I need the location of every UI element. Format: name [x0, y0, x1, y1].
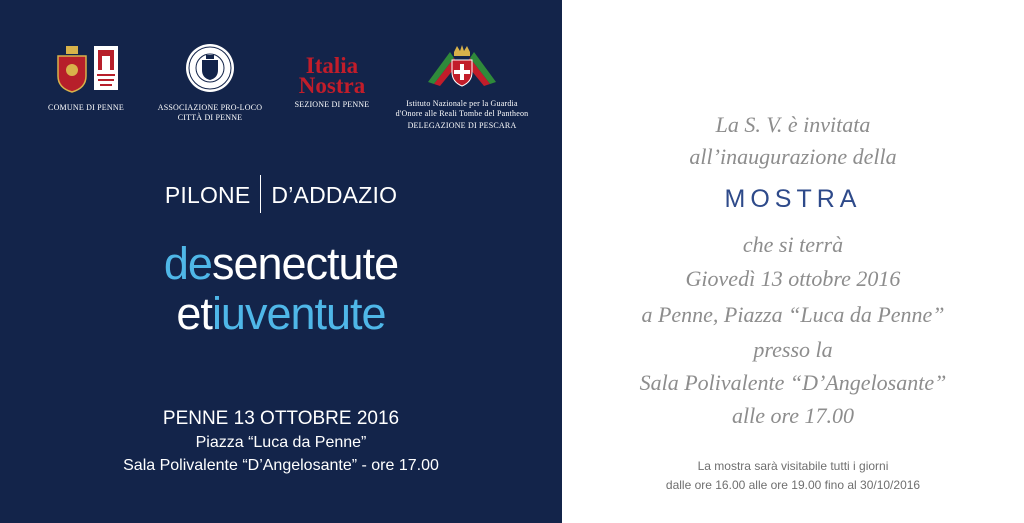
logo-proloco	[150, 42, 270, 123]
exhibition-title	[0, 178, 562, 216]
invite-line-1: La S. V. è invitata	[715, 112, 871, 137]
title-pilone: PILONE	[164, 182, 251, 209]
italia-nostra-logo	[284, 53, 380, 98]
invite-line-8: alle ore 17.00	[732, 403, 854, 428]
logo-comune-caption: COMUNE DI PENNE	[48, 103, 124, 112]
invite-line-6: presso la	[753, 337, 833, 362]
title-daddazio: D’ADDAZIO	[271, 182, 398, 209]
logo-italia-caption: SEZIONE DI PENNE	[294, 100, 370, 109]
logo-guardia-caption-1: Istituto Nazionale per la Guardia	[406, 99, 518, 108]
invite-line-7: Sala Polivalente “D’Angelosante”	[639, 370, 947, 395]
event-place: Piazza “Luca da Penne”	[195, 434, 367, 451]
subtitle-iuventute: iuventute	[211, 288, 386, 339]
invite-line-2: all’inaugurazione della	[689, 144, 897, 169]
event-details	[0, 407, 562, 477]
logo-guardia-caption-3: DELEGAZIONE DI PESCARA	[407, 121, 517, 130]
subtitle-de: de	[163, 238, 212, 289]
invite-line-3: che si terrà	[742, 232, 844, 257]
subtitle-senectute: senectute	[211, 238, 399, 289]
mostra-heading: MOSTRA	[724, 185, 862, 213]
italia-nostra-line2: Nostra	[298, 73, 366, 98]
logo-proloco-caption-2: CITTÀ DI PENNE	[177, 113, 243, 122]
invite-line-5: a Penne, Piazza “Luca da Penne”	[641, 302, 945, 327]
event-venue: Sala Polivalente “D’Angelosante” - ore 17.00	[123, 457, 439, 474]
invite-line-4: Giovedì 13 ottobre 2016	[685, 266, 901, 291]
title-divider	[260, 175, 261, 213]
logo-comune	[42, 42, 130, 113]
logo-proloco-caption-1: ASSOCIAZIONE PRO-LOCO	[157, 103, 263, 112]
visit-note-2: dalle ore 16.00 alle ore 19.00 fino al 30/10/2016	[665, 478, 921, 492]
right-panel	[562, 0, 1024, 523]
guardia-nazionale-crest-icon	[394, 42, 530, 95]
italia-nostra-line1: Italia	[305, 53, 359, 78]
subtitle-line-1	[0, 240, 562, 288]
comune-di-penne-crest-icon	[42, 42, 130, 99]
subtitle-line-2	[0, 290, 562, 338]
subtitle-et: et	[176, 288, 212, 339]
associazione-pro-loco-seal-icon	[150, 42, 270, 99]
logo-guardia-caption-2: d'Onore alle Reali Tombe del Pantheon	[395, 109, 529, 118]
event-date: PENNE 13 OTTOBRE 2016	[162, 408, 400, 429]
logo-italia-nostra	[284, 42, 380, 110]
logo-guardia	[394, 42, 530, 131]
visit-note-1: La mostra sarà visitabile tutti i giorni	[697, 459, 889, 473]
